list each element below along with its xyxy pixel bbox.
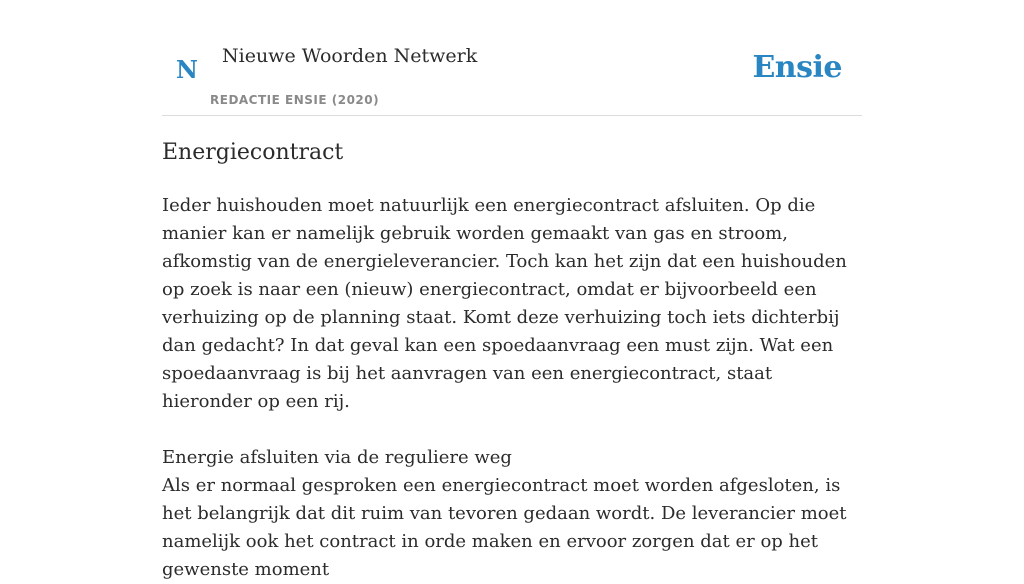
page-header [162, 0, 862, 116]
article-body [162, 192, 862, 584]
article-paragraph: Als er normaal gesproken een energiecontract moet worden afgesloten, is het belangrijk dat dit ruim van tevoren gedaan wordt. De leverancier moet namelijk ook het contract in orde maken en ervoor zorgen dat er op het gewenste moment [162, 475, 847, 580]
network-name[interactable]: Nieuwe Woorden Netwerk [222, 45, 478, 67]
article-paragraph: Ieder huishouden moet natuurlijk een energiecontract afsluiten. Op die manier kan er namelijk gebruik worden gemaakt van gas en stroom, afkomstig van de energieleverancier. Toch kan het zijn dat een huishouden op zoek is naar een (nieuw) energiecontract, omdat er bijvoorbeeld een verhuizing op de planning staat. Komt deze verhuizing toch iets dichterbij dan gedacht? In dat geval kan een spoedaanvraag een must zijn. Wat een spoedaanvraag is bij het aanvragen van een energiecontract, staat hieronder op een rij. [162, 195, 847, 412]
brand-logo[interactable]: Ensie [752, 50, 842, 85]
editor-credit: REDACTIE ENSIE (2020) [210, 93, 380, 107]
network-logo[interactable]: N [176, 55, 198, 84]
paragraph-spacer [162, 416, 862, 444]
section-subheading: Energie afsluiten via de reguliere weg [162, 447, 512, 468]
article-title: Energiecontract [162, 140, 344, 165]
